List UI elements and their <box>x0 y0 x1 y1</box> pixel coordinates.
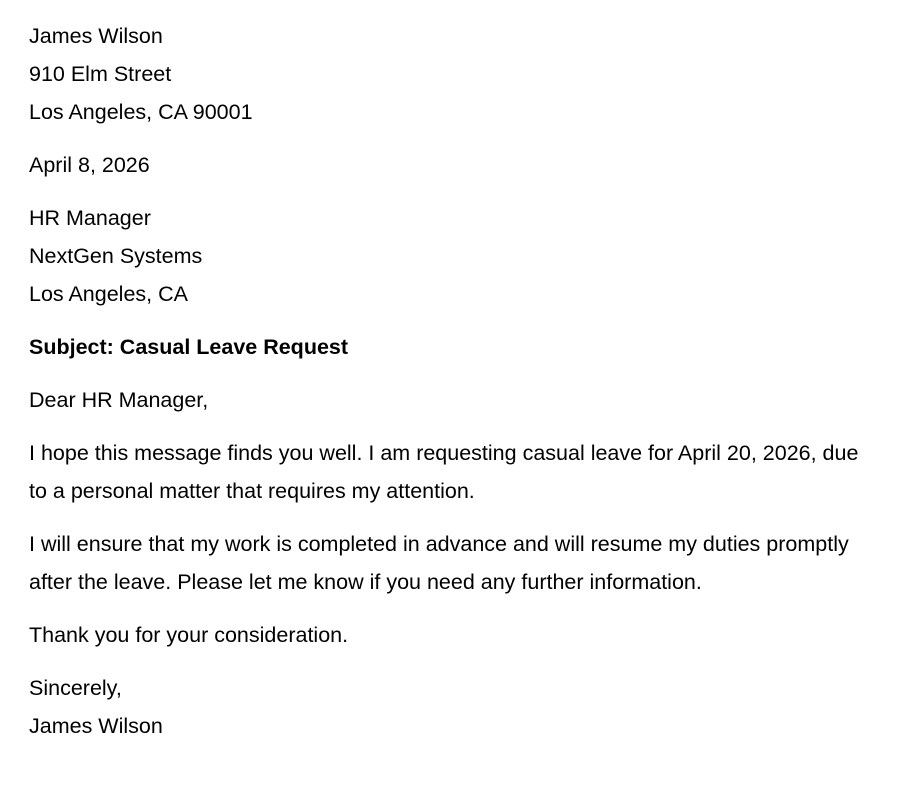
salutation-block <box>29 381 879 419</box>
subject-line: Subject: Casual Leave Request <box>29 335 349 359</box>
letter <box>29 17 879 760</box>
sender-street: 910 Elm Street <box>29 62 172 86</box>
letter-date: April 8, 2026 <box>29 153 150 177</box>
subject-block <box>29 328 879 366</box>
sender-address <box>29 17 879 131</box>
recipient-address <box>29 199 879 313</box>
body-paragraph-3: Thank you for your consideration. <box>29 623 349 647</box>
recipient-company: NextGen Systems <box>29 244 203 268</box>
salutation: Dear HR Manager, <box>29 388 209 412</box>
letter-date-block <box>29 146 879 184</box>
body-paragraph-1: I hope this message finds you well. I am requesting casual leave for April 20, 2026, due to a personal matter that requires my attention. <box>29 441 859 503</box>
signature: James Wilson <box>29 714 163 738</box>
recipient-title: HR Manager <box>29 206 151 230</box>
closing: Sincerely, <box>29 676 122 700</box>
recipient-city: Los Angeles, CA <box>29 282 188 306</box>
closing-block <box>29 669 879 745</box>
body-paragraph-2: I will ensure that my work is completed in advance and will resume my duties promptly after the leave. Please let me know if you need any further information. <box>29 532 849 594</box>
sender-name: James Wilson <box>29 24 163 48</box>
sender-city: Los Angeles, CA 90001 <box>29 100 253 124</box>
